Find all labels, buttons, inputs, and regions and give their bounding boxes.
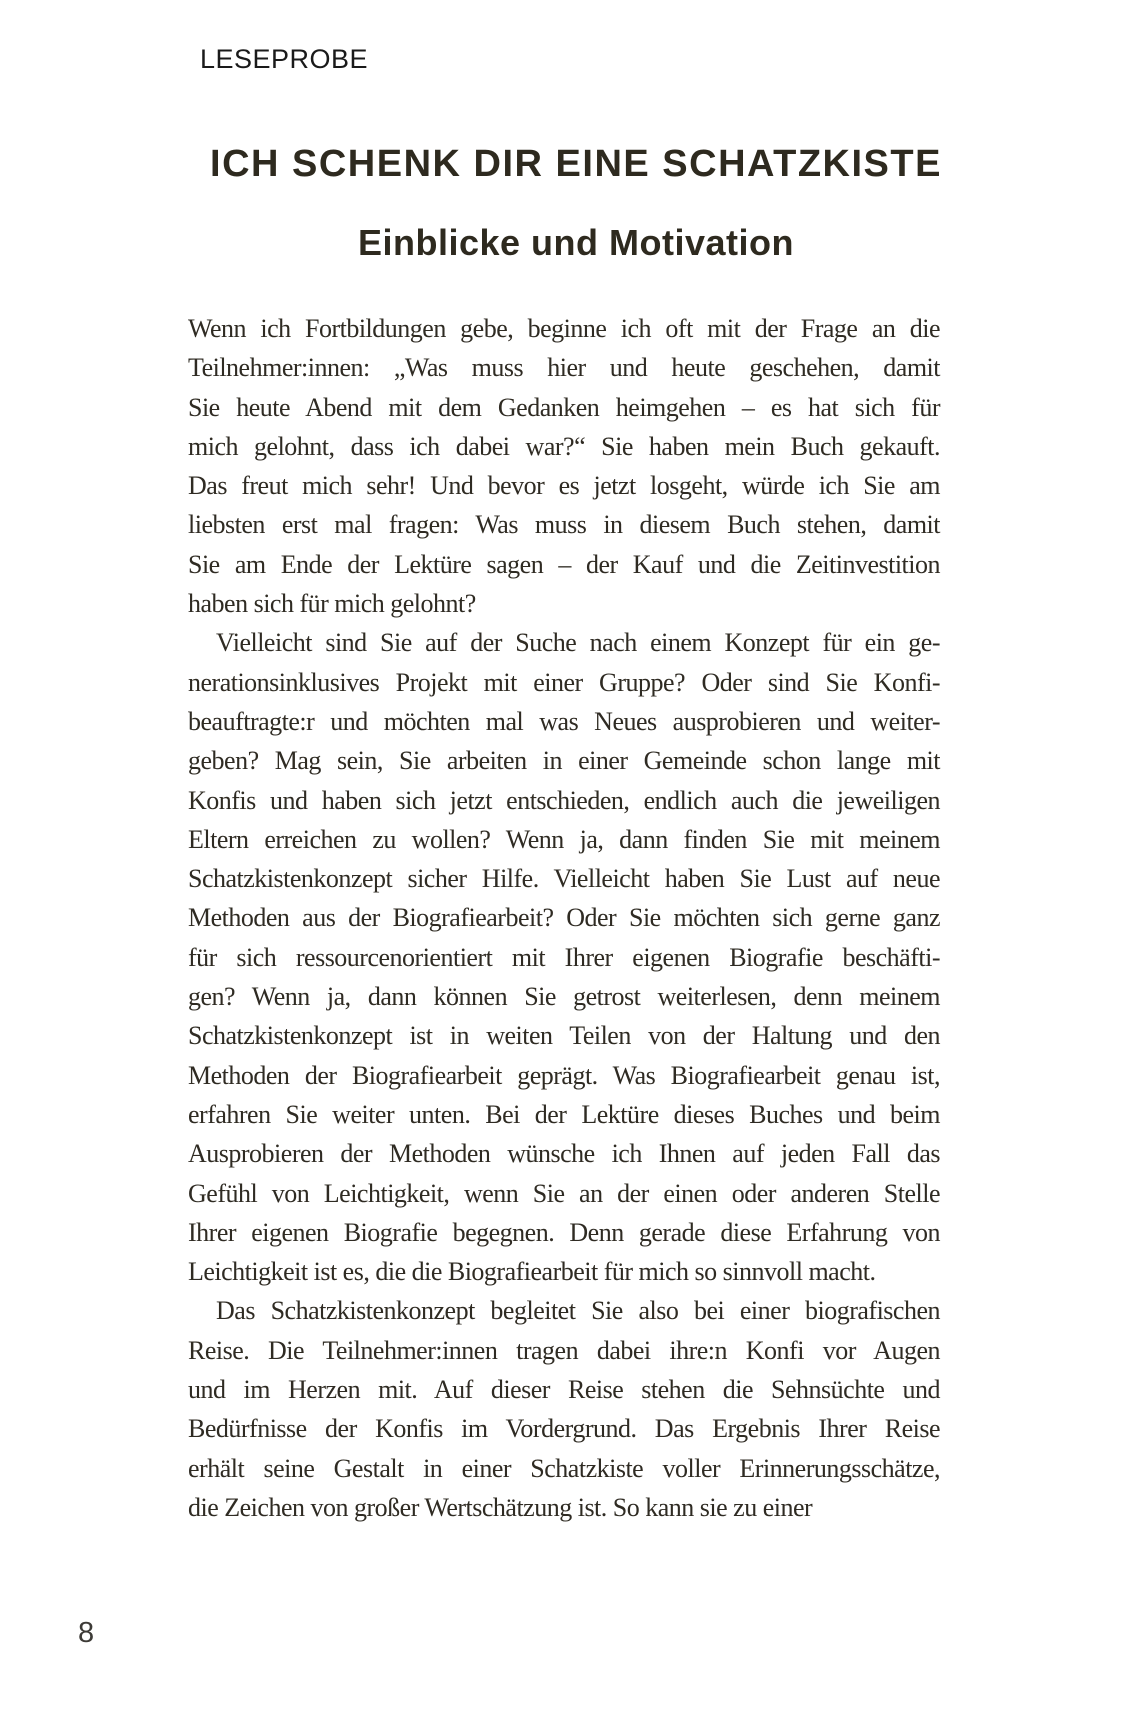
text-line: gen? Wenn ja, dann können Sie getrost weiterlesen, denn meinem [188,982,940,1012]
page-number: 8 [78,1617,95,1649]
text-line: Ausprobieren der Methoden wünsche ich Ihnen auf jeden Fall das [188,1139,940,1169]
text-line: Eltern erreichen zu wollen? Wenn ja, dann finden Sie mit meinem [188,824,940,854]
text-line: Leichtigkeit ist es, die die Biografiearbeit für mich so sinnvoll macht. [188,1257,876,1287]
text-line: mich gelohnt, dass ich dabei war?“ Sie haben mein Buch gekauft. [188,431,940,461]
text-line: Vielleicht sind Sie auf der Suche nach einem Konzept für ein ge- [216,628,940,658]
text-line: für sich ressourcenorientiert mit Ihrer eigenen Biografie beschäfti- [188,942,940,972]
text-line: Methoden aus der Biografiearbeit? Oder Sie möchten sich gerne ganz [188,903,940,933]
text-line: Sie am Ende der Lektüre sagen – der Kauf und die Zeitinvestition [188,549,940,579]
chapter-subtitle: Einblicke und Motivation [357,222,795,263]
paragraph [188,309,940,623]
text-line: erhält seine Gestalt in einer Schatzkiste voller Erinnerungsschätze, [188,1453,940,1483]
text-line: geben? Mag sein, Sie arbeiten in einer Gemeinde schon lange mit [188,746,940,776]
chapter-title: ICH SCHENK DIR EINE SCHATZKISTE [210,143,942,185]
text-line: Methoden der Biografiearbeit geprägt. Was Biografiearbeit genau ist, [188,1060,940,1090]
text-line: Wenn ich Fortbildungen gebe, beginne ich oft mit der Frage an die [188,314,940,343]
text-line: Gefühl von Leichtigkeit, wenn Sie an der einen oder anderen Stelle [188,1178,940,1208]
paragraph [188,623,940,1291]
text-line: Schatzkistenkonzept ist in weiten Teilen von der Haltung und den [188,1021,940,1051]
body-text [188,309,940,1527]
text-line: haben sich für mich gelohnt? [188,589,476,619]
text-line: beauftragte:r und möchten mal was Neues ausprobieren und weiter- [188,706,940,736]
text-line: Das freut mich sehr! Und bevor es jetzt losgeht, würde ich Sie am [188,471,940,501]
text-line: Das Schatzkistenkonzept begleitet Sie also bei einer biografischen [216,1296,940,1326]
text-line: Bedürfnisse der Konfis im Vordergrund. Das Ergebnis Ihrer Reise [188,1414,940,1444]
paragraph [188,1291,940,1527]
text-line: Reise. Die Teilnehmer:innen tragen dabei ihre:n Konfi vor Augen [188,1335,940,1365]
text-line: Teilnehmer:innen: „Was muss hier und heute geschehen, damit [188,353,940,383]
text-line: und im Herzen mit. Auf dieser Reise stehen die Sehnsüchte und [188,1375,940,1405]
text-line: nerationsinklusives Projekt mit einer Gruppe? Oder sind Sie Konfi- [188,667,940,697]
text-line: erfahren Sie weiter unten. Bei der Lektüre dieses Buches und beim [188,1099,940,1129]
text-line: Schatzkistenkonzept sicher Hilfe. Vielleicht haben Sie Lust auf neue [188,864,940,894]
text-line: die Zeichen von großer Wertschätzung ist. So kann sie zu einer [188,1492,813,1522]
sample-label: LESEPROBE [200,44,369,74]
text-line: Sie heute Abend mit dem Gedanken heimgehen – es hat sich für [188,392,940,422]
text-line: Konfis und haben sich jetzt entschieden, endlich auch die jeweiligen [188,785,940,815]
text-line: Ihrer eigenen Biografie begegnen. Denn gerade diese Erfahrung von [188,1217,940,1247]
text-line: liebsten erst mal fragen: Was muss in diesem Buch stehen, damit [188,510,940,540]
